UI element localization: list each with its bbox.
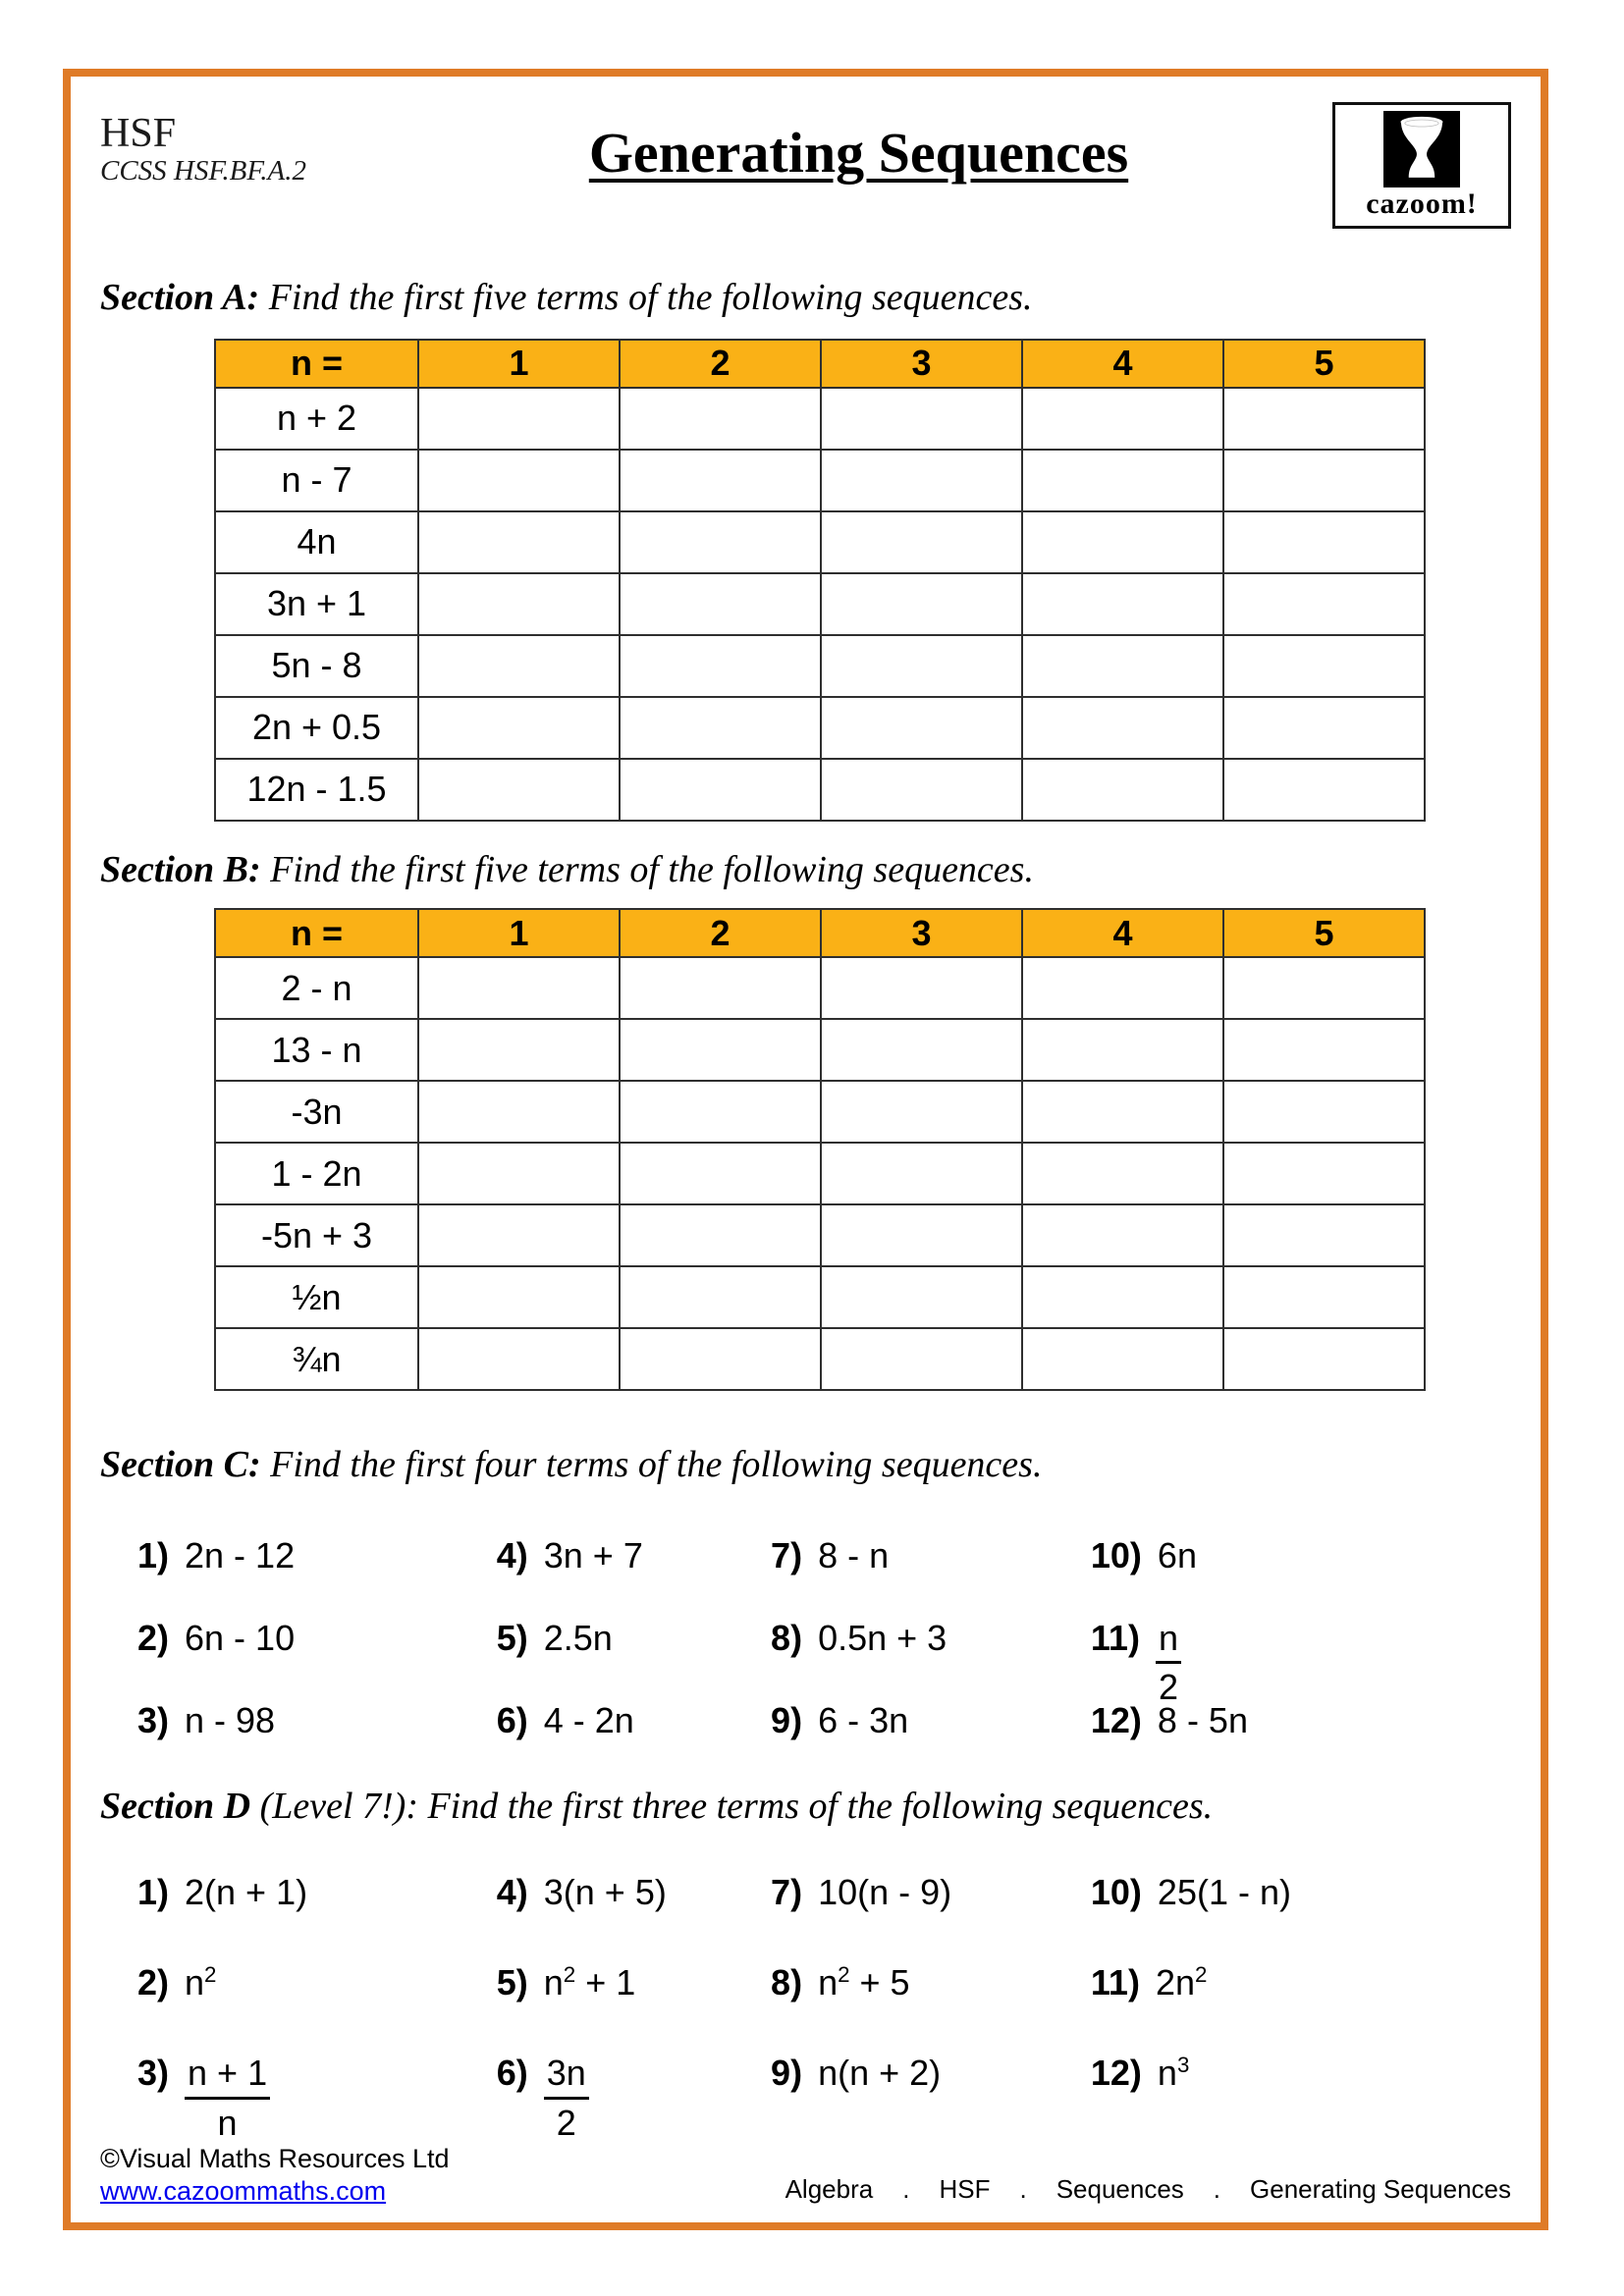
- question-expression: 6n: [1157, 1534, 1197, 1575]
- answer-cell: [821, 1328, 1022, 1390]
- answer-cell: [1223, 1081, 1425, 1143]
- answer-cell: [418, 1081, 620, 1143]
- section-a-heading: [100, 275, 1511, 322]
- answer-cell: [821, 511, 1022, 573]
- answer-cell: [1223, 1204, 1425, 1266]
- copyright-text: ©Visual Maths Resources Ltd: [100, 2143, 450, 2173]
- question-number: 9): [771, 2053, 803, 2093]
- answer-cell: [1022, 759, 1223, 821]
- question-item: [497, 1536, 771, 1619]
- question-item: [137, 1963, 497, 2054]
- column-header-3: 3: [821, 340, 1022, 388]
- question-item: [497, 1963, 771, 2054]
- sequence-rule: 1 - 2n: [215, 1143, 418, 1204]
- table-row: [215, 450, 1425, 511]
- column-header-1: 1: [418, 340, 620, 388]
- answer-cell: [1223, 759, 1425, 821]
- answer-cell: [821, 635, 1022, 697]
- sequence-rule: 13 - n: [215, 1019, 418, 1081]
- answer-cell: [620, 1204, 821, 1266]
- question-number: 3): [137, 2053, 170, 2093]
- answer-cell: [418, 759, 620, 821]
- table-header-row: [215, 909, 1425, 957]
- breadcrumb-separator: .: [902, 2174, 910, 2204]
- question-expression: 2n - 12: [185, 1534, 296, 1575]
- question-expression: [1156, 1619, 1181, 1707]
- sequence-table-b: [214, 908, 1426, 1391]
- question-expression: 10(n - 9): [818, 1872, 952, 1912]
- section-c-heading: [100, 1442, 1511, 1489]
- question-item: [1091, 1963, 1443, 2054]
- question-item: [1091, 2054, 1443, 2144]
- answer-cell: [620, 450, 821, 511]
- answer-cell: [1022, 573, 1223, 635]
- answer-cell: [620, 697, 821, 759]
- fraction: $\frac{n}{2}$: [1156, 1619, 1181, 1707]
- table-row: [215, 1204, 1425, 1266]
- question-expression: $n^2 + 5$: [818, 1962, 910, 2002]
- cazoom-logo: [1332, 102, 1511, 229]
- question-item: [137, 1536, 497, 1619]
- answer-cell: [1223, 957, 1425, 1019]
- answer-cell: [620, 1019, 821, 1081]
- question-number: 2): [137, 1962, 170, 2002]
- answer-cell: [821, 759, 1022, 821]
- column-header-4: 4: [1022, 340, 1223, 388]
- answer-cell: [821, 697, 1022, 759]
- answer-cell: [620, 957, 821, 1019]
- question-number: 4): [496, 1872, 528, 1912]
- answer-cell: [1223, 1266, 1425, 1328]
- answer-cell: [418, 1019, 620, 1081]
- answer-cell: [821, 1081, 1022, 1143]
- column-header-4: 4: [1022, 909, 1223, 957]
- answer-cell: [821, 388, 1022, 450]
- answer-cell: [620, 1143, 821, 1204]
- section-c-questions: [137, 1536, 1443, 1784]
- answer-cell: [418, 1143, 620, 1204]
- logo-wordmark: cazoom!: [1366, 187, 1478, 220]
- question-number: 7): [771, 1534, 803, 1575]
- fraction: $\frac{3n}{2}$: [544, 2054, 589, 2142]
- question-number: 8): [771, 1962, 803, 2002]
- answer-cell: [821, 1019, 1022, 1081]
- section-b-label: Section B:: [100, 848, 261, 890]
- answer-cell: [1223, 450, 1425, 511]
- table-row: [215, 1019, 1425, 1081]
- question-expression: $2n^2$: [1155, 1962, 1208, 2002]
- question-number: 1): [137, 1534, 170, 1575]
- question-expression: 0.5n + 3: [818, 1617, 947, 1658]
- breadcrumb-item: Sequences: [1056, 2174, 1184, 2204]
- answer-cell: [1022, 1019, 1223, 1081]
- question-number: 2): [137, 1617, 170, 1658]
- copyright-block: [100, 2143, 450, 2210]
- question-number: 9): [771, 1699, 803, 1740]
- table-row: [215, 1081, 1425, 1143]
- worksheet-code-block: [100, 102, 385, 187]
- website-link[interactable]: www.cazoommaths.com: [100, 2176, 387, 2207]
- question-item: [137, 1873, 497, 1963]
- question-expression: 3n + 7: [543, 1534, 643, 1575]
- worksheet-code: HSF: [100, 111, 177, 156]
- sequence-rule: 2 - n: [215, 957, 418, 1019]
- question-item: [137, 1701, 497, 1784]
- question-number: 1): [137, 1872, 170, 1912]
- ccss-standard: CCSS HSF.BF.A.2: [100, 155, 307, 187]
- section-b-heading: [100, 847, 1511, 894]
- question-expression: 25(1 - n): [1157, 1872, 1291, 1912]
- answer-cell: [418, 1266, 620, 1328]
- column-header-5: 5: [1223, 340, 1425, 388]
- answer-cell: [821, 1266, 1022, 1328]
- answer-cell: [1022, 957, 1223, 1019]
- sequence-rule: 3n + 1: [215, 573, 418, 635]
- question-number: 5): [496, 1962, 528, 2002]
- breadcrumb-separator: .: [1213, 2174, 1221, 2204]
- section-c-label: Section C:: [100, 1444, 261, 1485]
- question-item: [771, 1701, 1091, 1784]
- breadcrumb-item: HSF: [939, 2174, 991, 2204]
- answer-cell: [418, 1328, 620, 1390]
- question-item: [771, 2054, 1091, 2144]
- sequence-rule: 5n - 8: [215, 635, 418, 697]
- question-item: [497, 1873, 771, 1963]
- question-item: [771, 1619, 1091, 1701]
- page-title: Generating Sequences: [588, 121, 1129, 185]
- question-expression: $n^2$: [185, 1962, 217, 2002]
- sequence-rule: -3n: [215, 1081, 418, 1143]
- table-row: [215, 759, 1425, 821]
- answer-cell: [821, 1143, 1022, 1204]
- question-expression: 6 - 3n: [818, 1699, 909, 1740]
- question-number: 8): [771, 1617, 803, 1658]
- sequence-rule: -5n + 3: [215, 1204, 418, 1266]
- table-row: [215, 1328, 1425, 1390]
- question-expression: [185, 2054, 270, 2142]
- column-header-n: n =: [215, 909, 418, 957]
- question-expression: $n^2 + 1$: [543, 1962, 636, 2002]
- table-row: [215, 635, 1425, 697]
- table-row: [215, 1266, 1425, 1328]
- breadcrumb: [785, 2174, 1511, 2209]
- question-number: 11): [1090, 1962, 1140, 2002]
- answer-cell: [620, 635, 821, 697]
- answer-cell: [418, 1204, 620, 1266]
- answer-cell: [418, 388, 620, 450]
- section-a-label: Section A:: [100, 277, 260, 318]
- question-expression: 8 - 5n: [1157, 1699, 1248, 1740]
- answer-cell: [1223, 635, 1425, 697]
- answer-cell: [1223, 511, 1425, 573]
- question-expression: [544, 2054, 589, 2142]
- question-expression: n(n + 2): [818, 2053, 942, 2093]
- question-item: [771, 1536, 1091, 1619]
- question-number: 4): [496, 1534, 528, 1575]
- question-item: [497, 1701, 771, 1784]
- question-item: [1091, 1873, 1443, 1963]
- sequence-rule: 12n - 1.5: [215, 759, 418, 821]
- page-footer: [100, 2143, 1511, 2210]
- answer-cell: [821, 573, 1022, 635]
- sequence-rule: ¾n: [215, 1328, 418, 1390]
- section-d-label: Section D: [100, 1785, 251, 1827]
- question-item: [1090, 1617, 1443, 1708]
- breadcrumb-separator: .: [1019, 2174, 1027, 2204]
- question-number: 10): [1090, 1872, 1142, 1912]
- sequence-rule: n + 2: [215, 388, 418, 450]
- answer-cell: [418, 957, 620, 1019]
- column-header-n: n =: [215, 340, 418, 388]
- column-header-5: 5: [1223, 909, 1425, 957]
- answer-cell: [620, 1081, 821, 1143]
- answer-cell: [1022, 635, 1223, 697]
- answer-cell: [1223, 1019, 1425, 1081]
- question-expression: 6n - 10: [185, 1617, 296, 1658]
- question-item: [1091, 1536, 1443, 1619]
- answer-cell: [821, 450, 1022, 511]
- section-d-questions: [137, 1873, 1443, 2144]
- answer-cell: [1022, 697, 1223, 759]
- column-header-3: 3: [821, 909, 1022, 957]
- table-row: [215, 957, 1425, 1019]
- question-number: 12): [1090, 1699, 1142, 1740]
- sequence-rule: 2n + 0.5: [215, 697, 418, 759]
- question-number: 3): [137, 1699, 170, 1740]
- question-number: 7): [771, 1872, 803, 1912]
- section-c-instruction: Find the first four terms of the following sequences.: [260, 1444, 1043, 1485]
- question-expression: 2(n + 1): [185, 1872, 308, 1912]
- question-item: [497, 2054, 771, 2144]
- question-number: 6): [496, 1699, 528, 1740]
- answer-cell: [1022, 1143, 1223, 1204]
- table-header-row: [215, 340, 1425, 388]
- question-expression: 2.5n: [543, 1617, 613, 1658]
- section-b-instruction: Find the first five terms of the following sequences.: [260, 848, 1034, 890]
- fraction: $\frac{n + 1}{n}$: [185, 2054, 270, 2142]
- table-row: [215, 697, 1425, 759]
- djembe-drum-icon: [1383, 111, 1460, 187]
- question-item: [1091, 1701, 1443, 1784]
- answer-cell: [1223, 1328, 1425, 1390]
- page-header: [100, 102, 1511, 249]
- question-expression: $n^3$: [1157, 2053, 1190, 2093]
- table-row: [215, 388, 1425, 450]
- answer-cell: [418, 635, 620, 697]
- question-expression: 4 - 2n: [543, 1699, 634, 1740]
- question-expression: 8 - n: [818, 1534, 890, 1575]
- answer-cell: [620, 388, 821, 450]
- title-area: [385, 102, 1332, 186]
- question-number: 6): [496, 2053, 528, 2093]
- answer-cell: [418, 450, 620, 511]
- table-row: [215, 511, 1425, 573]
- table-row: [215, 573, 1425, 635]
- answer-cell: [1022, 1204, 1223, 1266]
- breadcrumb-item: Algebra: [785, 2174, 874, 2204]
- column-header-1: 1: [418, 909, 620, 957]
- page-border-frame: [63, 69, 1548, 2230]
- answer-cell: [1022, 450, 1223, 511]
- question-expression: 3(n + 5): [543, 1872, 667, 1912]
- answer-cell: [620, 759, 821, 821]
- sequence-table-a: [214, 339, 1426, 822]
- answer-cell: [1223, 697, 1425, 759]
- sequence-rule: 4n: [215, 511, 418, 573]
- question-item: [137, 1619, 497, 1701]
- section-d-heading: [100, 1784, 1511, 1831]
- sequence-rule: ½n: [215, 1266, 418, 1328]
- answer-cell: [620, 1328, 821, 1390]
- answer-cell: [821, 1204, 1022, 1266]
- answer-cell: [1022, 1081, 1223, 1143]
- answer-cell: [1223, 573, 1425, 635]
- answer-cell: [1223, 1143, 1425, 1204]
- question-item: [137, 2054, 497, 2144]
- question-item: [771, 1873, 1091, 1963]
- answer-cell: [1022, 511, 1223, 573]
- section-a-instruction: Find the first five terms of the following sequences.: [259, 277, 1033, 318]
- question-expression: n - 98: [185, 1699, 276, 1740]
- question-item: [497, 1619, 771, 1701]
- question-number: 12): [1090, 2053, 1142, 2093]
- column-header-2: 2: [620, 340, 821, 388]
- breadcrumb-item: Generating Sequences: [1250, 2174, 1511, 2204]
- answer-cell: [1022, 1328, 1223, 1390]
- answer-cell: [1022, 1266, 1223, 1328]
- question-item: [771, 1963, 1091, 2054]
- answer-cell: [620, 573, 821, 635]
- table-row: [215, 1143, 1425, 1204]
- answer-cell: [418, 697, 620, 759]
- section-d-instruction: (Level 7!): Find the first three terms of the following sequences.: [250, 1785, 1214, 1827]
- answer-cell: [418, 573, 620, 635]
- answer-cell: [821, 957, 1022, 1019]
- column-header-2: 2: [620, 909, 821, 957]
- answer-cell: [620, 1266, 821, 1328]
- answer-cell: [418, 511, 620, 573]
- question-number: 10): [1090, 1534, 1142, 1575]
- answer-cell: [1223, 388, 1425, 450]
- answer-cell: [1022, 388, 1223, 450]
- sequence-rule: n - 7: [215, 450, 418, 511]
- question-number: 5): [496, 1617, 528, 1658]
- question-number: 11): [1090, 1617, 1140, 1658]
- answer-cell: [620, 511, 821, 573]
